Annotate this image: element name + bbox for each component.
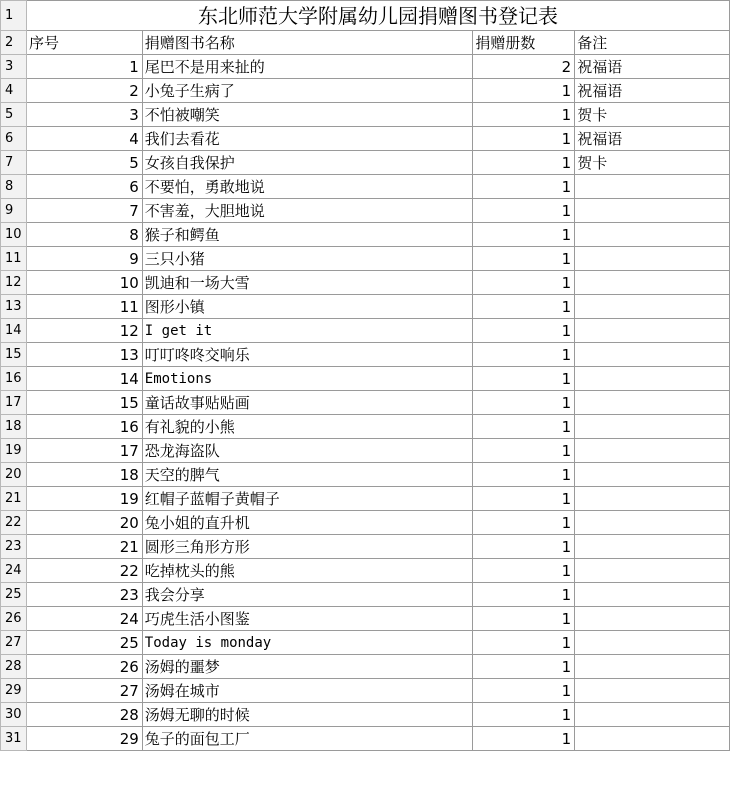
seq-cell[interactable]: 2 (26, 79, 142, 103)
row-number[interactable]: 15 (1, 343, 27, 367)
row-number[interactable]: 1 (1, 1, 27, 31)
book-name-cell[interactable]: 有礼貌的小熊 (142, 415, 473, 439)
count-cell[interactable]: 1 (473, 151, 575, 175)
book-name-cell[interactable]: 尾巴不是用来扯的 (142, 55, 473, 79)
note-cell[interactable] (575, 295, 730, 319)
note-cell[interactable] (575, 487, 730, 511)
note-cell[interactable] (575, 679, 730, 703)
book-name-cell[interactable]: 凯迪和一场大雪 (142, 271, 473, 295)
table-row (1, 175, 730, 199)
seq-cell[interactable]: 1 (26, 55, 142, 79)
table-row (1, 127, 730, 151)
count-cell[interactable]: 1 (473, 703, 575, 727)
count-cell[interactable]: 1 (473, 367, 575, 391)
note-cell[interactable] (575, 343, 730, 367)
seq-cell[interactable]: 29 (26, 727, 142, 751)
table-body (1, 1, 730, 751)
book-name-cell[interactable]: 三只小猪 (142, 247, 473, 271)
table-row (1, 535, 730, 559)
count-cell[interactable]: 2 (473, 55, 575, 79)
note-cell[interactable] (575, 175, 730, 199)
book-name-cell[interactable]: I get it (142, 319, 473, 343)
book-name-cell[interactable]: 汤姆的噩梦 (142, 655, 473, 679)
seq-cell[interactable]: 25 (26, 631, 142, 655)
book-name-cell[interactable]: 巧虎生活小图鉴 (142, 607, 473, 631)
row-number[interactable]: 11 (1, 247, 27, 271)
table-row (1, 631, 730, 655)
book-name-cell[interactable]: 天空的脾气 (142, 463, 473, 487)
seq-cell[interactable]: 10 (26, 271, 142, 295)
count-cell[interactable]: 1 (473, 487, 575, 511)
count-cell[interactable]: 1 (473, 199, 575, 223)
count-cell[interactable]: 1 (473, 103, 575, 127)
note-cell[interactable]: 祝福语 (575, 127, 730, 151)
count-cell[interactable]: 1 (473, 439, 575, 463)
book-name-cell[interactable]: 女孩自我保护 (142, 151, 473, 175)
table-row (1, 583, 730, 607)
seq-cell[interactable]: 4 (26, 127, 142, 151)
book-name-cell[interactable]: 不要怕，勇敢地说 (142, 175, 473, 199)
seq-cell[interactable]: 5 (26, 151, 142, 175)
count-cell[interactable]: 1 (473, 175, 575, 199)
header-name[interactable]: 捐赠图书名称 (142, 31, 473, 55)
note-cell[interactable] (575, 247, 730, 271)
row-number[interactable]: 31 (1, 727, 27, 751)
table-row (1, 679, 730, 703)
row-number[interactable]: 22 (1, 511, 27, 535)
table-row (1, 559, 730, 583)
row-number[interactable]: 29 (1, 679, 27, 703)
row-number[interactable]: 12 (1, 271, 27, 295)
table-row (1, 511, 730, 535)
table-row (1, 55, 730, 79)
row-number[interactable]: 6 (1, 127, 27, 151)
count-cell[interactable]: 1 (473, 295, 575, 319)
row-number[interactable]: 10 (1, 223, 27, 247)
book-name-cell[interactable]: 红帽子蓝帽子黄帽子 (142, 487, 473, 511)
note-cell[interactable]: 贺卡 (575, 151, 730, 175)
count-cell[interactable]: 1 (473, 391, 575, 415)
row-number[interactable]: 21 (1, 487, 27, 511)
seq-cell[interactable]: 21 (26, 535, 142, 559)
count-cell[interactable]: 1 (473, 511, 575, 535)
count-cell[interactable]: 1 (473, 343, 575, 367)
table-row (1, 655, 730, 679)
table-row (1, 151, 730, 175)
note-cell[interactable] (575, 271, 730, 295)
book-name-cell[interactable]: 不害羞，大胆地说 (142, 199, 473, 223)
row-number[interactable]: 30 (1, 703, 27, 727)
table-row (1, 271, 730, 295)
row-number[interactable]: 24 (1, 559, 27, 583)
seq-cell[interactable]: 19 (26, 487, 142, 511)
row-number[interactable]: 5 (1, 103, 27, 127)
note-cell[interactable] (575, 535, 730, 559)
row-number[interactable]: 18 (1, 415, 27, 439)
count-cell[interactable]: 1 (473, 583, 575, 607)
book-name-cell[interactable]: 兔小姐的直升机 (142, 511, 473, 535)
book-name-cell[interactable]: 童话故事贴贴画 (142, 391, 473, 415)
note-cell[interactable] (575, 199, 730, 223)
table-row (1, 343, 730, 367)
seq-cell[interactable]: 14 (26, 367, 142, 391)
count-cell[interactable]: 1 (473, 679, 575, 703)
note-cell[interactable]: 祝福语 (575, 79, 730, 103)
note-cell[interactable] (575, 223, 730, 247)
table-row (1, 487, 730, 511)
book-name-cell[interactable]: 图形小镇 (142, 295, 473, 319)
count-cell[interactable]: 1 (473, 319, 575, 343)
header-row (1, 31, 730, 55)
table-row (1, 319, 730, 343)
row-number[interactable]: 27 (1, 631, 27, 655)
note-cell[interactable]: 祝福语 (575, 55, 730, 79)
book-name-cell[interactable]: 恐龙海盗队 (142, 439, 473, 463)
seq-cell[interactable]: 23 (26, 583, 142, 607)
row-number[interactable]: 7 (1, 151, 27, 175)
row-number[interactable]: 25 (1, 583, 27, 607)
book-name-cell[interactable]: 吃掉枕头的熊 (142, 559, 473, 583)
table-row (1, 415, 730, 439)
book-name-cell[interactable]: 我们去看花 (142, 127, 473, 151)
note-cell[interactable] (575, 583, 730, 607)
seq-cell[interactable]: 15 (26, 391, 142, 415)
row-number[interactable]: 28 (1, 655, 27, 679)
count-cell[interactable]: 1 (473, 247, 575, 271)
header-note[interactable]: 备注 (575, 31, 730, 55)
row-number[interactable]: 8 (1, 175, 27, 199)
note-cell[interactable] (575, 727, 730, 751)
table-row (1, 727, 730, 751)
sheet-title[interactable]: 东北师范大学附属幼儿园捐赠图书登记表 (26, 1, 729, 31)
note-cell[interactable] (575, 415, 730, 439)
seq-cell[interactable]: 11 (26, 295, 142, 319)
note-cell[interactable] (575, 703, 730, 727)
row-number[interactable]: 26 (1, 607, 27, 631)
row-number[interactable]: 3 (1, 55, 27, 79)
header-count[interactable]: 捐赠册数 (473, 31, 575, 55)
table-row (1, 103, 730, 127)
count-cell[interactable]: 1 (473, 727, 575, 751)
seq-cell[interactable]: 26 (26, 655, 142, 679)
seq-cell[interactable]: 28 (26, 703, 142, 727)
book-name-cell[interactable]: 叮叮咚咚交响乐 (142, 343, 473, 367)
seq-cell[interactable]: 24 (26, 607, 142, 631)
count-cell[interactable]: 1 (473, 463, 575, 487)
row-number[interactable]: 4 (1, 79, 27, 103)
book-name-cell[interactable]: 猴子和鳄鱼 (142, 223, 473, 247)
table-row (1, 439, 730, 463)
note-cell[interactable] (575, 607, 730, 631)
note-cell[interactable] (575, 511, 730, 535)
count-cell[interactable]: 1 (473, 607, 575, 631)
book-name-cell[interactable]: 小兔子生病了 (142, 79, 473, 103)
row-number[interactable]: 23 (1, 535, 27, 559)
table-row (1, 295, 730, 319)
seq-cell[interactable]: 9 (26, 247, 142, 271)
count-cell[interactable]: 1 (473, 559, 575, 583)
table-row (1, 247, 730, 271)
note-cell[interactable]: 贺卡 (575, 103, 730, 127)
note-cell[interactable] (575, 367, 730, 391)
table-row (1, 367, 730, 391)
count-cell[interactable]: 1 (473, 223, 575, 247)
seq-cell[interactable]: 6 (26, 175, 142, 199)
table-row (1, 703, 730, 727)
row-number[interactable]: 19 (1, 439, 27, 463)
note-cell[interactable] (575, 391, 730, 415)
book-name-cell[interactable]: Today is monday (142, 631, 473, 655)
seq-cell[interactable]: 13 (26, 343, 142, 367)
count-cell[interactable]: 1 (473, 631, 575, 655)
row-number[interactable]: 20 (1, 463, 27, 487)
count-cell[interactable]: 1 (473, 79, 575, 103)
book-name-cell[interactable]: 汤姆在城市 (142, 679, 473, 703)
row-number[interactable]: 16 (1, 367, 27, 391)
seq-cell[interactable]: 18 (26, 463, 142, 487)
row-number[interactable]: 13 (1, 295, 27, 319)
table-row (1, 463, 730, 487)
count-cell[interactable]: 1 (473, 535, 575, 559)
seq-cell[interactable]: 16 (26, 415, 142, 439)
row-number[interactable]: 14 (1, 319, 27, 343)
note-cell[interactable] (575, 631, 730, 655)
book-name-cell[interactable]: 兔子的面包工厂 (142, 727, 473, 751)
table-row (1, 391, 730, 415)
count-cell[interactable]: 1 (473, 127, 575, 151)
book-name-cell[interactable]: 不怕被嘲笑 (142, 103, 473, 127)
note-cell[interactable] (575, 463, 730, 487)
seq-cell[interactable]: 27 (26, 679, 142, 703)
book-name-cell[interactable]: Emotions (142, 367, 473, 391)
count-cell[interactable]: 1 (473, 271, 575, 295)
seq-cell[interactable]: 17 (26, 439, 142, 463)
table-row (1, 79, 730, 103)
note-cell[interactable] (575, 559, 730, 583)
count-cell[interactable]: 1 (473, 415, 575, 439)
book-name-cell[interactable]: 圆形三角形方形 (142, 535, 473, 559)
book-name-cell[interactable]: 我会分享 (142, 583, 473, 607)
table-row (1, 199, 730, 223)
row-number[interactable]: 9 (1, 199, 27, 223)
seq-cell[interactable]: 7 (26, 199, 142, 223)
seq-cell[interactable]: 20 (26, 511, 142, 535)
seq-cell[interactable]: 22 (26, 559, 142, 583)
seq-cell[interactable]: 3 (26, 103, 142, 127)
book-name-cell[interactable]: 汤姆无聊的时候 (142, 703, 473, 727)
note-cell[interactable] (575, 319, 730, 343)
note-cell[interactable] (575, 655, 730, 679)
note-cell[interactable] (575, 439, 730, 463)
row-number[interactable]: 2 (1, 31, 27, 55)
header-seq[interactable]: 序号 (26, 31, 142, 55)
seq-cell[interactable]: 12 (26, 319, 142, 343)
table-row (1, 607, 730, 631)
count-cell[interactable]: 1 (473, 655, 575, 679)
row-number[interactable]: 17 (1, 391, 27, 415)
table-row (1, 223, 730, 247)
title-row (1, 1, 730, 31)
seq-cell[interactable]: 8 (26, 223, 142, 247)
